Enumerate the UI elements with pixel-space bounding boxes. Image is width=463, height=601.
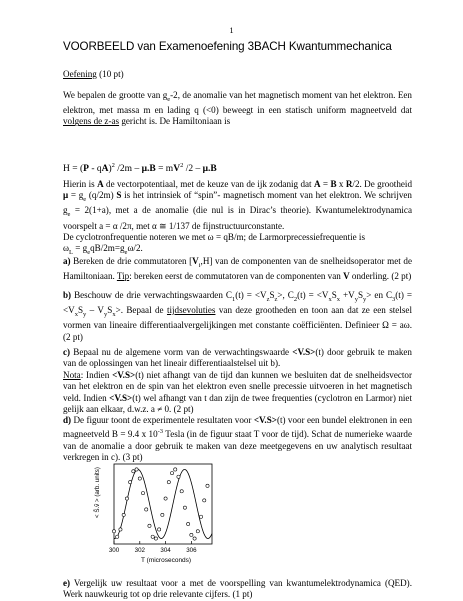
data-point <box>199 515 202 518</box>
data-point <box>148 524 151 527</box>
question-d: d) De figuur toont de experimentele resultaten voor <V.S>(t) voor een bundel elektronen in een magneetveld B = 9.4 x $10^{-3}$ Tesla (in de figuur staat T voor de tijd). Schat de numerieke waarde van de anomalie a door gebruik te maken van deze meetgegevens en uw analytisch resultaat verkregen in c). (3 pt) <box>63 415 412 462</box>
data-point <box>138 477 141 480</box>
question-c-note: Nota: Indien <V.S>(t) niet afhangt van de tijd dan kunnen we besluiten dat de snelheidsvector van het elektron en de spin van het elektron even snelle precessie uitvoeren in het magnetisch veld. Indien <V.S>(t) wel afhangt van t dan zijn de twee frequenties (cyclotron en Larmor) niet gelijk aan elkaar, d.w.z. a ≠ 0. (2 pt) <box>63 370 412 414</box>
page-number: 1 <box>229 25 234 35</box>
exercise-label: Oefening <box>63 69 97 79</box>
data-point <box>167 481 170 484</box>
x-tick-label: 300 <box>108 547 120 554</box>
fit-curve <box>114 469 212 538</box>
data-point <box>183 506 186 509</box>
intro-underline: volgens de z-as <box>63 116 120 127</box>
data-point <box>112 530 115 533</box>
intro-text: gericht is. De Hamiltoniaan is <box>119 116 231 127</box>
data-point <box>125 497 128 500</box>
data-point <box>116 535 119 538</box>
data-point <box>161 513 164 516</box>
data-point <box>164 497 167 500</box>
data-point <box>193 537 196 540</box>
data-point <box>132 470 135 473</box>
data-point <box>135 468 138 471</box>
hamiltonian-formula: H = (P - qA)$^2$ $/2m - \mu.B = mV^2$ /2 – μ.B <box>63 162 217 175</box>
data-point <box>119 528 122 531</box>
question-c: c) Bepaal nu de algemene vorm van de verwachtingswaarde <V.S>(t) door gebruik te maken van de oplossingen van het lineair differentiaalstelsel uit b). <box>63 347 412 369</box>
definitions-paragraph: Hierin is A de vectorpotentiaal, met de keuze van de ijk zodanig dat A = B x R/2. De grootheid $\mu = g_e$ (q/2m) S is het intrinsiek of “spin”- magnetisch moment van het elektron. We schrijven $g_e = 2(1+a)$, met a de anomalie (die nul is in Dirac’s theorie). Kwantumelektrodynamica voorspelt a = α /2π, met α ≅ 1/137 de fijnstructuurconstante. De cyclotronfrequentie noteren we met ω = qB/m; de Larmorprecessiefrequentie is $\omega_L = g_eqB/2m=g_e\omega/2$. <box>63 179 412 256</box>
exercise-header <box>63 69 124 80</box>
data-point <box>177 475 180 478</box>
x-tick-label: 302 <box>134 547 145 554</box>
data-point <box>174 468 177 471</box>
x-tick-label: 304 <box>160 547 171 554</box>
data-point <box>141 491 144 494</box>
data-point <box>203 499 206 502</box>
question-a: a) Bereken de drie commutatoren $[V_i,H]$ van de componenten van de snelheidsoperator met de Hamiltoniaan. Tip: bereken eerst de commutatoren van de componenten van V onderling. (2 pt) <box>63 256 412 282</box>
data-point <box>129 481 132 484</box>
data-point <box>122 513 125 516</box>
measurement-chart <box>86 458 226 570</box>
data-point <box>180 490 183 493</box>
intro-paragraph <box>63 90 412 128</box>
data-point <box>170 471 173 474</box>
data-point <box>145 508 148 511</box>
x-tick-label: 306 <box>186 547 197 554</box>
data-point <box>190 533 193 536</box>
data-point <box>187 522 190 525</box>
intro-sub: e <box>167 95 171 103</box>
data-point <box>206 484 209 487</box>
data-point <box>196 530 199 533</box>
document-title: VOORBEELD van Examenoefening 3BACH Kwantummechanica <box>63 40 392 53</box>
data-point <box>154 537 157 540</box>
question-e: e) Vergelijk uw resultaat voor a met de voorspelling van kwantumelektrodynamica (QED). Werk nauwkeurig tot op drie relevante cijfers. (1 pt) <box>63 578 412 600</box>
question-b: b) Beschouw de drie verwachtingswaarden $C_1(t) = <V_zS_z>$, $C_2(t) = <V_xS_x +V_yS_y>$ en $C_3(t) = <V_xS_y - V_yS_x>$. Bepaal de tijdsevoluties van deze grootheden en toon aan dat ze een stelsel vormen van lineaire differentiaalvergelijkingen met constante coëfficiënten. Definieer Ω = aω. (2 pt) <box>63 290 412 342</box>
x-axis-label: T (microseconds) <box>141 557 192 564</box>
intro-text: We bepalen de grootte van g <box>63 90 168 100</box>
data-point <box>158 528 161 531</box>
intro-text: -2, de anomalie van het magnetisch moment van het elektron. Een elektron, met massa m en lading q (<0) beweegt in een statisch uniform magneetveld dat <box>63 90 412 116</box>
x-ticks <box>109 541 197 554</box>
exercise-points: (10 pt) <box>99 69 124 79</box>
data-point <box>151 535 154 538</box>
y-axis-label: < Ŝ.v̂ > (arb. units) <box>94 467 101 518</box>
data-points <box>112 468 209 540</box>
